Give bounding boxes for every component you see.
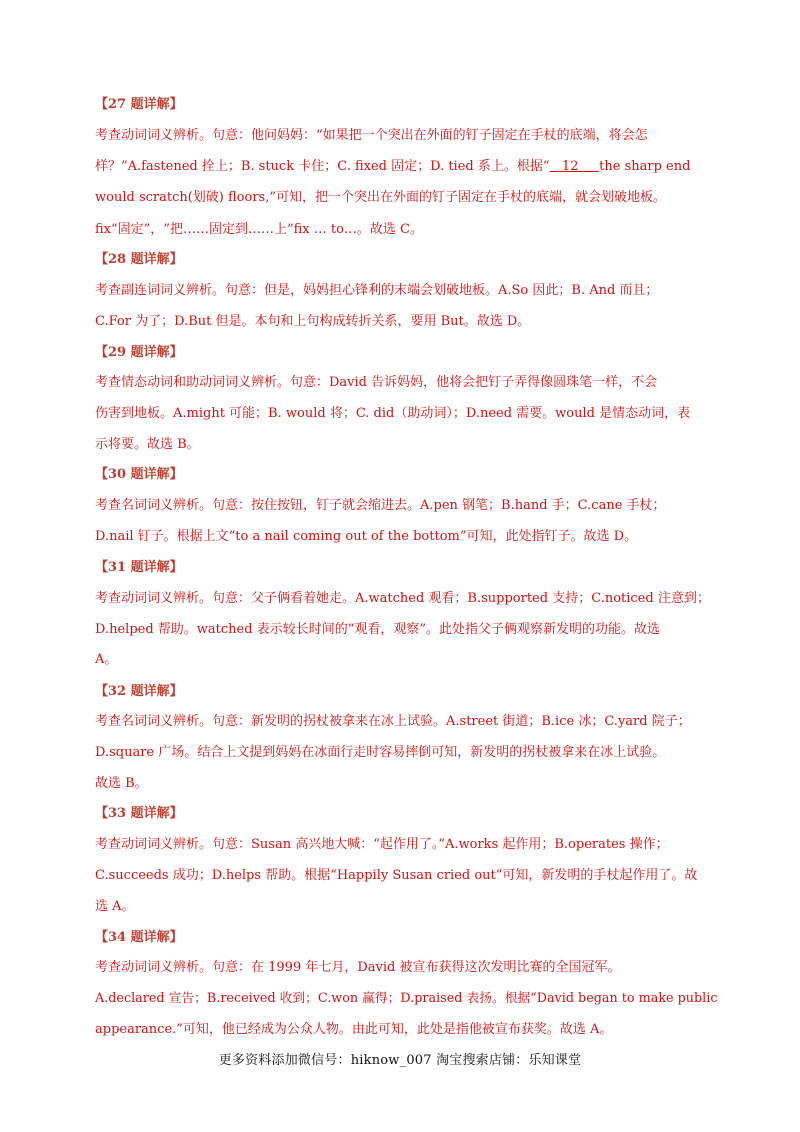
section-30-line-2: D.nail 钉子。根据上文“to a nail coming out of the bottom”可知，此处指钉子。故选 D。 (95, 529, 638, 544)
section-30-line-1: 考查名词词义辨析。句意：按住按钮，钉子就会缩进去。A.pen 钢笔；B.hand 手；C.cane 手杖； (95, 498, 666, 513)
section-heading-27: 【27 题详解】 (95, 97, 183, 112)
section-34-line-1: 考查动词词义辨析。句意：在 1999 年七月，David 被宣布获得这次发明比赛的全国冠军。 (95, 960, 621, 975)
section-27-line-2: 样？”A.fastened 拴上；B. stuck 卡住；C. fixed 固定；D. tied 系上。根据“ 12 the sharp end (95, 159, 691, 174)
section-29-line-3: 示将要。故选 B。 (95, 437, 200, 452)
section-28-line-2: C.For 为了；D.But 但是。本句和上句构成转折关系，要用 But。故选 D。 (95, 314, 531, 329)
section-33-line-3: 选 A。 (95, 899, 135, 914)
section-heading-31: 【31 题详解】 (95, 560, 183, 575)
section-heading-32: 【32 题详解】 (95, 684, 183, 699)
section-34-line-3: appearance.”可知，他已经成为公众人物。由此可知，此处是指他被宣布获奖。故选 A。 (95, 1022, 613, 1037)
section-28-line-1: 考查副连词词义辨析。句意：但是，妈妈担心锋利的末端会划破地板。A.So 因此；B. And 而且； (95, 283, 659, 298)
section-31-line-3: A。 (95, 652, 118, 667)
section-heading-30: 【30 题详解】 (95, 467, 183, 482)
section-heading-29: 【29 题详解】 (95, 345, 183, 360)
answer-blank: 12 (561, 159, 579, 174)
section-33-line-1: 考查动词词义辨析。句意：Susan 高兴地大喊：“起作用了。”A.works 起作用；B.operates 操作； (95, 837, 669, 852)
section-32-line-2: D.square 广场。结合上文提到妈妈在冰面行走时容易摔倒可知，新发明的拐杖被拿来在冰上试验。 (95, 745, 666, 760)
section-heading-33: 【33 题详解】 (95, 806, 183, 821)
page-footer: 更多资料添加微信号：hiknow_007 淘宝搜索店铺：乐知课堂 (218, 1053, 582, 1068)
section-27-line-3: would scratch(划破) floors,”可知，把一个突出在外面的钉子固定在手杖的底端，就会划破地板。 (95, 190, 666, 205)
section-32-line-3: 故选 B。 (95, 776, 148, 791)
section-27-line-4: fix“固定”，“把……固定到……上”fix … to…。故选 C。 (95, 222, 423, 237)
section-27-line-1: 考查动词词义辨析。句意：他问妈妈：“如果把一个突出在外面的钉子固定在手杖的底端，将会怎 (95, 128, 648, 143)
section-34-line-2: A.declared 宣告；B.received 收到；C.won 赢得；D.praised 表扬。根据“David began to make public (95, 991, 718, 1006)
section-33-line-2: C.succeeds 成功；D.helps 帮助。根据“Happily Susan cried out”可知，新发明的手杖起作用了。故 (95, 868, 698, 883)
section-31-line-1: 考查动词词义辨析。句意：父子俩看着她走。A.watched 观看；B.supported 支持；C.noticed 注意到； (95, 591, 710, 606)
section-31-line-2: D.helped 帮助。watched 表示较长时间的“观看，观察”。此处指父子俩观察新发明的功能。故选 (95, 622, 660, 637)
section-heading-28: 【28 题详解】 (95, 252, 183, 267)
section-heading-34: 【34 题详解】 (95, 930, 183, 945)
section-29-line-1: 考查情态动词和助动词词义辨析。句意：David 告诉妈妈，他将会把钉子弄得像圆珠笔一样，不会 (95, 375, 658, 390)
section-29-line-2: 伤害到地板。A.might 可能；B. would 将；C. did（助动词）；D.need 需要。would 是情态动词，表 (95, 406, 691, 421)
section-32-line-1: 考查名词词义辨析。句意：新发明的拐杖被拿来在冰上试验。A.street 街道；B.ice 冰；C.yard 院子； (95, 714, 691, 729)
